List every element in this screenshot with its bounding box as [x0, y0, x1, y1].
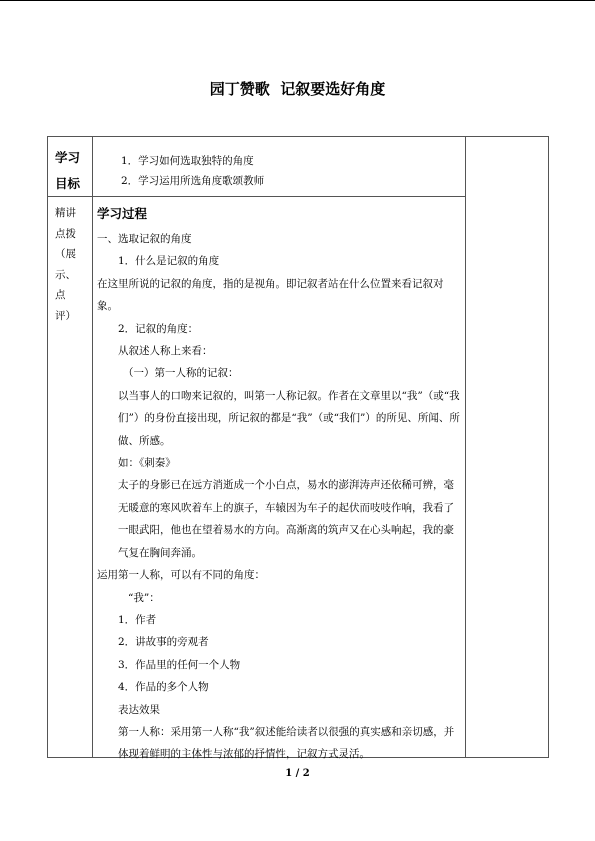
- paragraph: 1．什么是记叙的角度: [118, 255, 220, 268]
- goal-label: [48, 137, 92, 196]
- goal-item: 1．学习如何选取独特的角度: [121, 155, 254, 167]
- process-heading: 学习过程: [97, 206, 148, 221]
- paragraph: 运用第一人称，可以有不同的角度：: [97, 569, 265, 582]
- table-row-goals: [48, 137, 549, 197]
- goal-item: 2．学习运用所选角度歌颂教师: [121, 175, 265, 187]
- method-label-line: 精讲: [55, 207, 76, 219]
- method-label-line: 示、: [55, 268, 76, 281]
- goal-label-line: 学习: [55, 150, 81, 165]
- paragraph: 2．记叙的角度：: [118, 322, 199, 335]
- method-label-line: （展: [55, 248, 76, 260]
- paragraph: 以当事人的口吻来记叙的，叫第一人称记叙。作者在文章里以“我”（或“我们”）的身份直接出现，所记叙的都是“我”（或“我们”）的所见、所闻、所做、所感。: [118, 389, 460, 447]
- goal-list: [93, 137, 465, 191]
- goal-label-cell: [48, 137, 93, 197]
- method-label-line: 评）: [55, 309, 76, 322]
- top-rule: [0, 0, 595, 1]
- paragraph: 太子的身影已在远方消逝成一个小白点，易水的澎湃涛声还依稀可辨，毫无暖意的寒风吹着车上的旗子，车辕因为车子的起伏而吱吱作响，我看了一眼武阳，他也在望着易水的方向。高渐离的筑声又在心头响起，我的豪气复在胸间奔涌。: [118, 479, 454, 559]
- notes-column: [466, 137, 549, 758]
- paragraph: 如：《刺秦》: [118, 457, 176, 470]
- paragraph: 一、选取记叙的角度: [97, 233, 192, 245]
- lesson-table: [47, 136, 549, 761]
- process-lines: [97, 228, 461, 766]
- paragraph: 3．作品里的任何一个人物: [118, 658, 241, 671]
- method-label-cell: [48, 197, 93, 758]
- method-label-line: 点拨: [55, 227, 76, 240]
- paragraph: 1．作者: [118, 613, 157, 626]
- paragraph: 2．讲故事的旁观者: [118, 636, 209, 649]
- page-title: 园丁赞歌 记叙要选好角度: [209, 80, 386, 98]
- page-number: 1 / 2: [285, 768, 310, 779]
- paragraph: 从叙述人称上来看：: [118, 345, 213, 358]
- method-label: [48, 197, 92, 326]
- method-label-line: 点: [55, 289, 66, 301]
- paragraph: “我”：: [128, 591, 160, 604]
- goals-cell: [93, 137, 466, 197]
- paragraph: （一）第一人称的记叙：: [123, 367, 239, 380]
- process-cell: [93, 197, 466, 761]
- paragraph: 第一人称：采用第一人称“我”叙述能给读者以很强的真实感和亲切感，并体现着鲜明的主体性与浓郁的抒情性，记叙方式灵活。: [118, 725, 455, 761]
- paragraph: 表达效果: [118, 703, 160, 716]
- paragraph: 在这里所说的记叙的角度，指的是视角。即记叙者站在什么位置来看记叙对象。: [97, 277, 444, 313]
- paragraph: 4．作品的多个人物: [118, 681, 209, 694]
- process-body: [93, 197, 465, 761]
- goal-label-line: 目标: [55, 176, 81, 191]
